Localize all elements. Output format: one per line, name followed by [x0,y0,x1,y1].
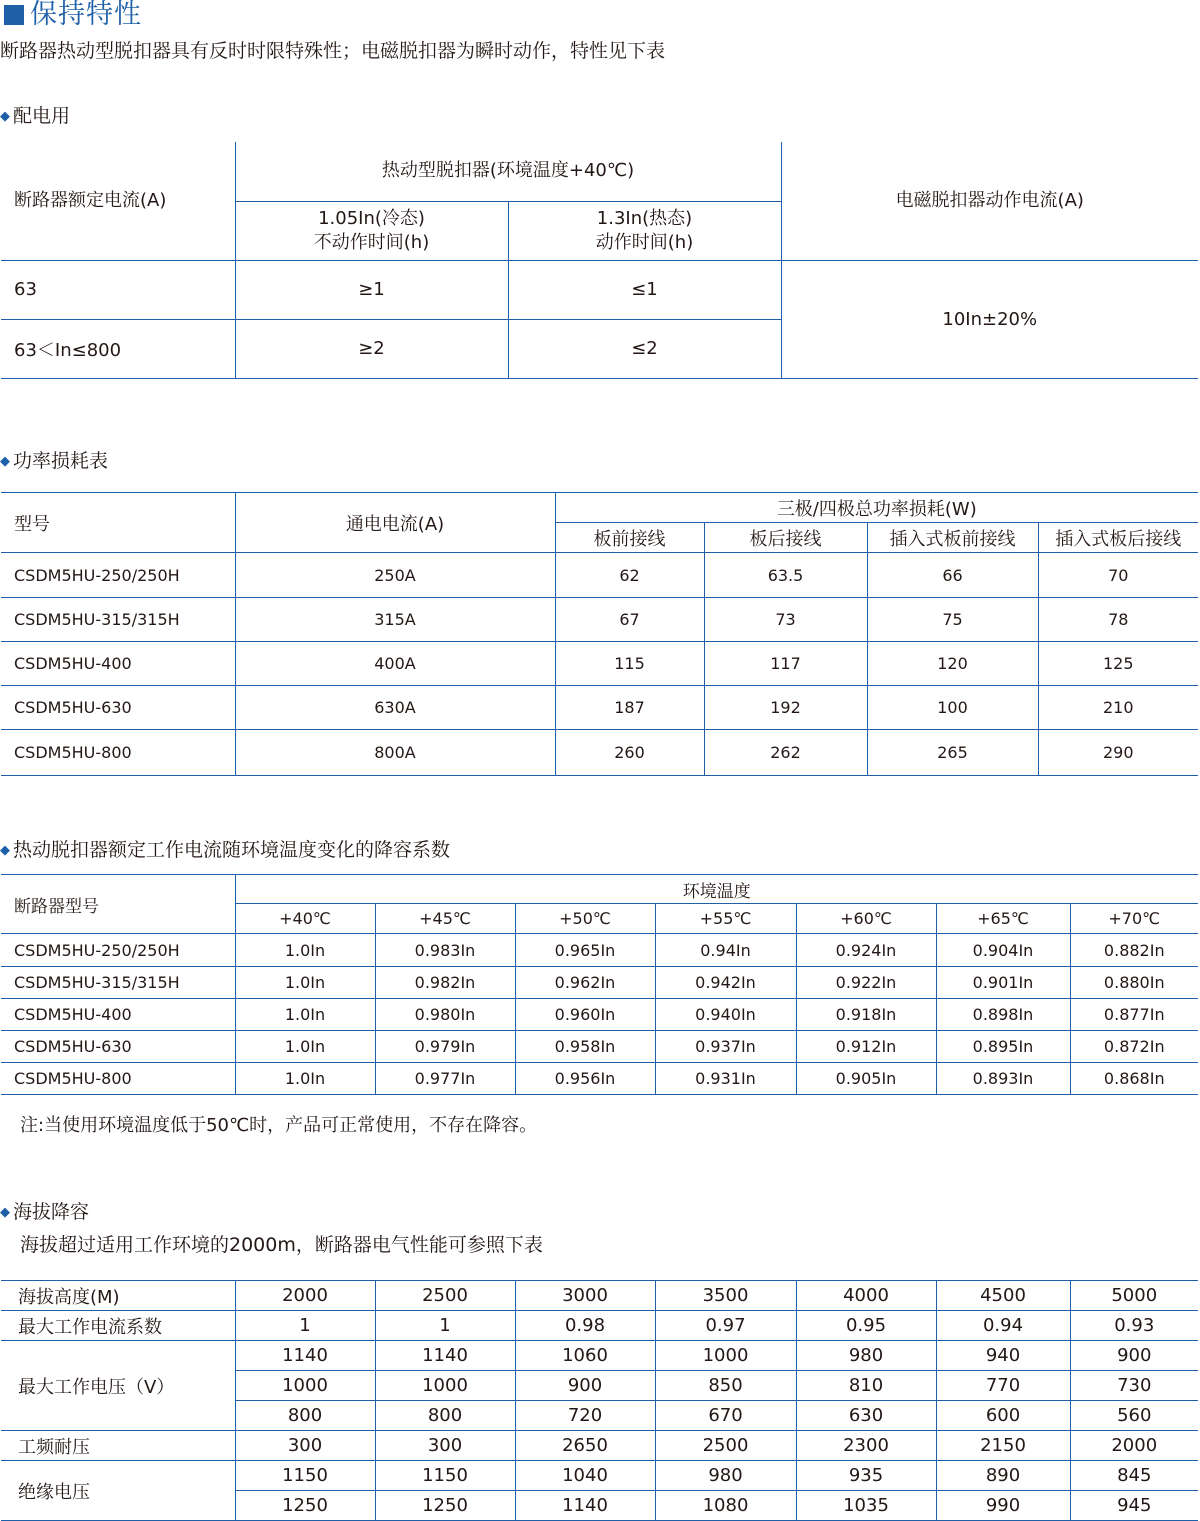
cell-current: 400A [235,642,555,686]
table-row [1,1031,1198,1063]
header-front-wiring: 板前接线 [555,523,704,553]
cell-value: 262 [704,730,867,776]
cell-value: 300 [235,1431,375,1461]
cell-value: 800 [375,1401,515,1431]
header-rear-wiring: 板后接线 [704,523,867,553]
cell-value: 0.965In [515,934,655,967]
cell-value: 1250 [375,1491,515,1521]
cell-value: 5000 [1070,1281,1198,1311]
cell-value: 0.937In [655,1031,796,1063]
cell-magnetic-value: 10In±20% [781,260,1198,378]
cell-model: CSDM5HU-315/315H [1,967,235,999]
header-rated-current: 断路器额定电流(A) [1,142,235,260]
temperature-derating-table [1,874,1198,1095]
cell-value: 0.901In [936,967,1070,999]
table-row [1,1341,1198,1371]
table-row [1,967,1198,999]
header-magnetic-release: 电磁脱扣器动作电流(A) [781,142,1198,260]
table-row [1,1281,1198,1311]
cell-value: 75 [867,598,1038,642]
derating-note: 注:当使用环境温度低于50℃时，产品可正常使用，不存在降容。 [20,1115,538,1136]
cell-value: 900 [515,1371,655,1401]
label-max-voltage: 最大工作电压（V） [1,1341,235,1431]
cell-value: 3000 [515,1281,655,1311]
cell-value: 0.982In [375,967,515,999]
header-plugin-rear-wiring: 插入式板后接线 [1038,523,1198,553]
cell-model: CSDM5HU-400 [1,999,235,1031]
header-temp: +45℃ [375,904,515,934]
label-altitude: 海拔高度(M) [1,1281,235,1311]
diamond-bullet-icon: ◆ [0,843,10,858]
header-temp: +55℃ [655,904,796,934]
section-heading-power-loss [0,448,108,475]
table-row [1,260,1198,319]
cell-value: 1150 [235,1461,375,1491]
header-current: 通电电流(A) [235,493,555,553]
cell-value: 0.931In [655,1063,796,1095]
cell-value: 1080 [655,1491,796,1521]
cell-model: CSDM5HU-630 [1,686,235,730]
cell-hot: ≤1 [508,260,781,319]
cell-current: 315A [235,598,555,642]
cell-value: 70 [1038,553,1198,598]
table-row [1,686,1198,730]
header-cold-line2: 不动作时间(h) [313,231,430,253]
cell-value: 2150 [936,1431,1070,1461]
table-row [1,1461,1198,1491]
cell-value: 1.0In [235,967,375,999]
header-hot-state [508,201,781,260]
header-plugin-front-wiring: 插入式板前接线 [867,523,1038,553]
cell-current: 630A [235,686,555,730]
cell-value: 0.940In [655,999,796,1031]
cell-value: 810 [796,1371,936,1401]
cell-value: 2000 [235,1281,375,1311]
cell-value: 63.5 [704,553,867,598]
cell-value: 62 [555,553,704,598]
cell-value: 100 [867,686,1038,730]
cell-model: CSDM5HU-400 [1,642,235,686]
cell-value: 1060 [515,1341,655,1371]
cell-value: 2650 [515,1431,655,1461]
cell-value: 1.0In [235,934,375,967]
cell-value: 0.912In [796,1031,936,1063]
cell-value: 2500 [375,1281,515,1311]
label-insulation-voltage: 绝缘电压 [1,1461,235,1521]
cell-value: 2500 [655,1431,796,1461]
header-model: 型号 [1,493,235,553]
header-temp: +40℃ [235,904,375,934]
cell-value: 1000 [235,1371,375,1401]
cell-value: 0.979In [375,1031,515,1063]
cell-value: 0.882In [1070,934,1198,967]
cell-value: 0.958In [515,1031,655,1063]
cell-model: CSDM5HU-250/250H [1,934,235,967]
cell-rated: 63＜In≤800 [1,319,235,378]
cell-value: 0.94In [655,934,796,967]
header-temp: +70℃ [1070,904,1198,934]
cell-value: 945 [1070,1491,1198,1521]
cell-value: 0.93 [1070,1311,1198,1341]
label-withstand-voltage: 工频耐压 [1,1431,235,1461]
diamond-bullet-icon: ◆ [0,454,10,469]
cell-value: 0.868In [1070,1063,1198,1095]
cell-value: 192 [704,686,867,730]
table-row [1,1063,1198,1095]
table-row [1,553,1198,598]
header-thermal-release: 热动型脱扣器(环境温度+40℃) [235,142,781,201]
cell-value: 265 [867,730,1038,776]
cell-value: 67 [555,598,704,642]
cell-value: 0.905In [796,1063,936,1095]
cell-value: 2000 [1070,1431,1198,1461]
table-row [1,598,1198,642]
cell-value: 770 [936,1371,1070,1401]
cell-value: 670 [655,1401,796,1431]
cell-value: 115 [555,642,704,686]
cell-value: 1 [235,1311,375,1341]
cell-value: 1140 [375,1341,515,1371]
label-current-factor: 最大工作电流系数 [1,1311,235,1341]
cell-model: CSDM5HU-800 [1,1063,235,1095]
cell-value: 845 [1070,1461,1198,1491]
cell-value: 210 [1038,686,1198,730]
section-heading-distribution [0,103,70,130]
cell-value: 1000 [655,1341,796,1371]
cell-value: 935 [796,1461,936,1491]
header-ambient-temperature: 环境温度 [235,875,1198,904]
cell-rated: 63 [1,260,235,319]
cell-hot: ≤2 [508,319,781,378]
cell-value: 720 [515,1401,655,1431]
cell-model: CSDM5HU-800 [1,730,235,776]
header-breaker-model: 断路器型号 [1,875,235,934]
cell-value: 1250 [235,1491,375,1521]
cell-value: 1 [375,1311,515,1341]
altitude-intro: 海拔超过适用工作环境的2000m，断路器电气性能可参照下表 [20,1234,543,1256]
cell-value: 1150 [375,1461,515,1491]
cell-value: 800 [235,1401,375,1431]
cell-value: 1140 [515,1491,655,1521]
distribution-table [1,142,1198,379]
cell-current: 250A [235,553,555,598]
cell-value: 890 [936,1461,1070,1491]
table-row [1,1311,1198,1341]
cell-value: 0.95 [796,1311,936,1341]
cell-value: 850 [655,1371,796,1401]
cell-value: 2300 [796,1431,936,1461]
cell-value: 0.98 [515,1311,655,1341]
header-temp: +50℃ [515,904,655,934]
cell-value: 0.942In [655,967,796,999]
cell-value: 290 [1038,730,1198,776]
header-total-loss: 三极/四极总功率损耗(W) [555,493,1198,523]
cell-value: 0.960In [515,999,655,1031]
cell-value: 120 [867,642,1038,686]
cell-value: 1140 [235,1341,375,1371]
intro-text: 断路器热动型脱扣器具有反时时限特殊性；电磁脱扣器为瞬时动作，特性见下表 [0,40,666,62]
cell-value: 560 [1070,1401,1198,1431]
diamond-bullet-icon: ◆ [0,1205,10,1220]
square-bullet-icon [4,5,24,25]
cell-current: 800A [235,730,555,776]
cell-value: 0.904In [936,934,1070,967]
table-row [1,1431,1198,1461]
cell-value: 4500 [936,1281,1070,1311]
cell-cold: ≥2 [235,319,508,378]
altitude-derating-table [1,1280,1198,1521]
cell-value: 0.872In [1070,1031,1198,1063]
cell-value: 1.0In [235,1063,375,1095]
cell-value: 1000 [375,1371,515,1401]
section-heading-text: 海拔降容 [13,1201,90,1223]
cell-value: 0.922In [796,967,936,999]
cell-value: 0.898In [936,999,1070,1031]
section-heading-text: 热动脱扣器额定工作电流随环境温度变化的降容系数 [13,839,451,861]
cell-value: 4000 [796,1281,936,1311]
cell-value: 980 [655,1461,796,1491]
cell-value: 117 [704,642,867,686]
cell-value: 1035 [796,1491,936,1521]
diamond-bullet-icon: ◆ [0,109,10,124]
cell-value: 1.0In [235,999,375,1031]
cell-value: 66 [867,553,1038,598]
section-heading-temperature-derating [0,837,450,864]
cell-value: 73 [704,598,867,642]
cell-cold: ≥1 [235,260,508,319]
cell-value: 78 [1038,598,1198,642]
table-row [1,999,1198,1031]
cell-value: 900 [1070,1341,1198,1371]
cell-value: 0.877In [1070,999,1198,1031]
cell-value: 300 [375,1431,515,1461]
table-row [1,730,1198,776]
cell-value: 0.918In [796,999,936,1031]
cell-value: 0.880In [1070,967,1198,999]
section-heading-text: 配电用 [13,105,71,127]
cell-value: 3500 [655,1281,796,1311]
table-row [1,642,1198,686]
power-loss-table [1,492,1198,776]
cell-value: 630 [796,1401,936,1431]
cell-value: 0.94 [936,1311,1070,1341]
header-cold-state [235,201,508,260]
cell-value: 0.956In [515,1063,655,1095]
cell-model: CSDM5HU-315/315H [1,598,235,642]
cell-value: 0.980In [375,999,515,1031]
page-title-text: 保持特性 [30,0,142,30]
cell-value: 0.97 [655,1311,796,1341]
cell-value: 1040 [515,1461,655,1491]
cell-value: 125 [1038,642,1198,686]
cell-value: 940 [936,1341,1070,1371]
cell-value: 0.924In [796,934,936,967]
header-hot-line2: 动作时间(h) [595,231,694,253]
cell-value: 0.893In [936,1063,1070,1095]
header-cold-line1: 1.05In(冷态) [318,207,425,229]
cell-model: CSDM5HU-630 [1,1031,235,1063]
header-hot-line1: 1.3In(热态) [596,207,693,229]
cell-value: 730 [1070,1371,1198,1401]
table-row [1,934,1198,967]
section-heading-altitude-derating [0,1199,89,1226]
cell-value: 990 [936,1491,1070,1521]
cell-model: CSDM5HU-250/250H [1,553,235,598]
page-title [0,0,142,32]
cell-value: 0.977In [375,1063,515,1095]
cell-value: 980 [796,1341,936,1371]
cell-value: 0.962In [515,967,655,999]
section-heading-text: 功率损耗表 [13,450,109,472]
cell-value: 1.0In [235,1031,375,1063]
cell-value: 0.983In [375,934,515,967]
cell-value: 600 [936,1401,1070,1431]
header-temp: +60℃ [796,904,936,934]
header-temp: +65℃ [936,904,1070,934]
cell-value: 260 [555,730,704,776]
cell-value: 187 [555,686,704,730]
cell-value: 0.895In [936,1031,1070,1063]
